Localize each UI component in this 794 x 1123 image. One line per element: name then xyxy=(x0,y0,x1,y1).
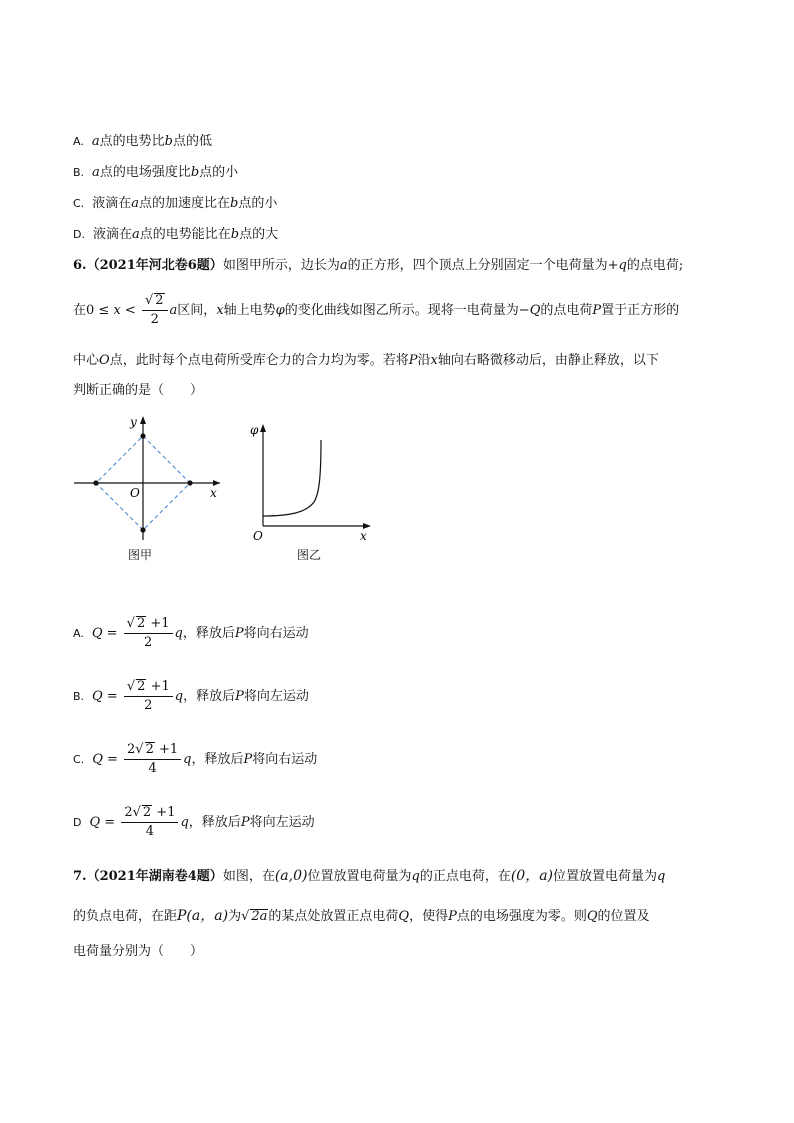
fraction: $\frac{2√ 2 +1}{4}$ xyxy=(124,742,181,777)
phi-label: φ xyxy=(250,423,259,437)
question-number: 6. xyxy=(73,258,87,273)
figure-jia-diagram xyxy=(70,412,230,547)
q6-option-b: B. Q = $\frac{√ 2 +1}{2}$ q，释放后P将向左运动 xyxy=(73,679,309,713)
charge-top xyxy=(140,433,145,438)
figure-yi-caption: 图乙 xyxy=(297,548,322,562)
fraction: $\frac{√ 2 +1}{2}$ xyxy=(124,616,173,651)
option-letter: A. xyxy=(73,135,84,148)
origin-label: O xyxy=(253,529,263,543)
q6-option-c: C. Q = $\frac{2√ 2 +1}{4}$ q，释放后P将向右运动 xyxy=(73,742,318,776)
x-label: x xyxy=(210,486,217,500)
y-label: y xyxy=(130,415,137,429)
q7-line-2: 的负点电荷，在距P(a，a)为√ 2a的某点处放置正点电荷Q，使得P点的电场强度为零。则Q的位置及 xyxy=(73,908,650,924)
question-source: （2021年河北卷6题） xyxy=(86,258,223,273)
q6-line-4: 判断正确的是（ ） xyxy=(73,383,204,398)
option-letter: B. xyxy=(73,166,85,179)
potential-curve xyxy=(263,440,321,516)
x-label: x xyxy=(360,529,367,543)
option-letter: D. xyxy=(73,228,85,241)
option-a: A. a点的电势比b点的低 xyxy=(73,134,212,149)
charge-bottom xyxy=(140,527,145,532)
q6-line-3: 中心O点，此时每个点电荷所受库仑力的合力均为零。若将P沿x轴向右略微移动后，由静止释放，以下 xyxy=(73,353,659,368)
phi-axis-arrow xyxy=(260,424,266,432)
q7-line-1: 7.（2021年湖南卷4题）如图，在(a,0)位置放置电荷量为q的正点电荷，在(0，a)位置放置电荷量为q xyxy=(73,868,666,884)
figure-jia-caption: 图甲 xyxy=(128,548,153,562)
charge-right xyxy=(187,480,192,485)
fraction: $\frac{√ 2}{2}$ xyxy=(142,293,168,328)
question-source: （2021年湖南卷4题） xyxy=(86,869,223,884)
charge-left xyxy=(93,480,98,485)
q6-option-d: D Q = $\frac{2√ 2 +1}{4}$ q，释放后P将向左运动 xyxy=(73,805,315,839)
origin-label: O xyxy=(130,486,140,500)
option-b: B. a点的电场强度比b点的小 xyxy=(73,165,239,180)
q6-line-2: 在0 ≤ x < $\frac{√ 2}{2}$ a区间，x轴上电势φ的变化曲线如图乙所示。现将一电荷量为−Q的点电荷P置于正方形的 xyxy=(73,293,680,327)
figure-yi-graph xyxy=(248,418,378,546)
q7-line-3: 电荷量分别为（ ） xyxy=(73,944,204,959)
fraction: $\frac{√ 2 +1}{2}$ xyxy=(124,679,173,714)
y-axis-arrow xyxy=(140,416,146,424)
q6-line-1: 6.（2021年河北卷6题）如图甲所示，边长为a的正方形，四个顶点上分别固定一个电荷量为+q的点电荷; xyxy=(73,258,684,273)
q6-option-a: A. Q = $\frac{√ 2 +1}{2}$ q，释放后P将向右运动 xyxy=(73,616,309,650)
question-number: 7. xyxy=(73,869,87,884)
option-c: C. 液滴在a点的加速度比在b点的小 xyxy=(73,196,278,211)
option-letter: C. xyxy=(73,197,85,210)
fraction: $\frac{2√ 2 +1}{4}$ xyxy=(121,805,178,840)
option-d: D. 液滴在a点的电势能比在b点的大 xyxy=(73,227,279,242)
